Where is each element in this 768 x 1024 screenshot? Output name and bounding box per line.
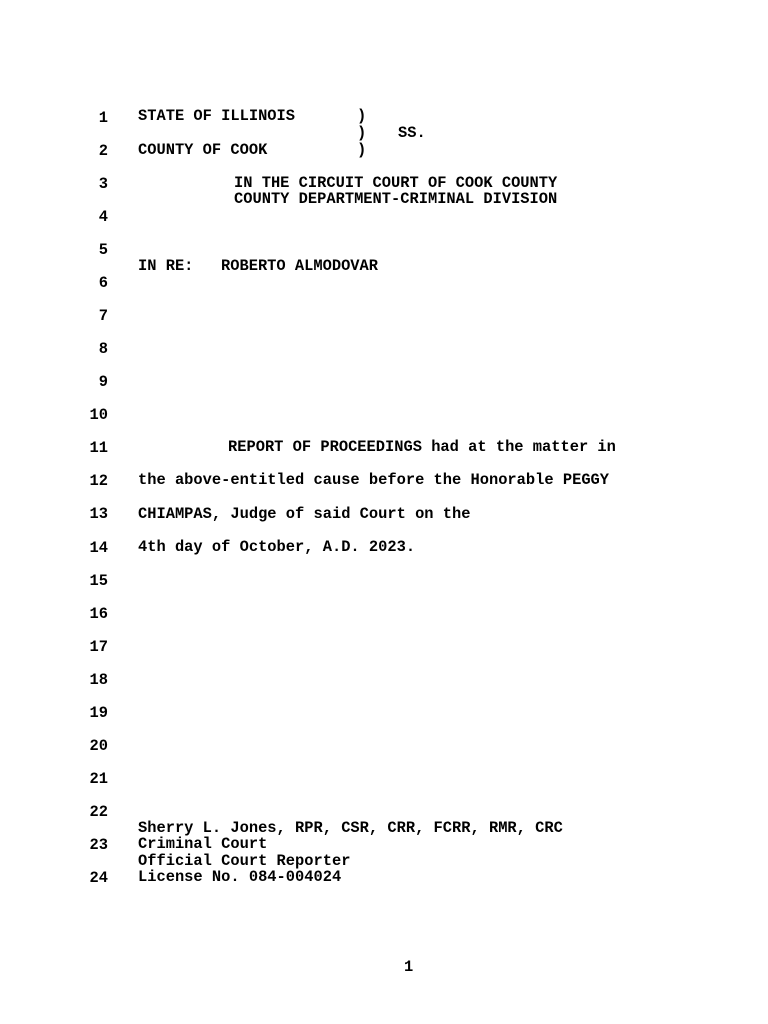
- line-number-13: 13: [89, 505, 108, 523]
- proceedings-line-12: the above-entitled cause before the Honorable PEGGY: [138, 471, 610, 489]
- proceedings-line-13: CHIAMPAS, Judge of said Court on the: [138, 505, 471, 523]
- line-number-21: 21: [89, 770, 108, 788]
- line-number-19: 19: [89, 704, 108, 722]
- line-number-22: 22: [89, 803, 108, 821]
- line-number-11: 11: [89, 439, 108, 457]
- court-heading-line1: IN THE CIRCUIT COURT OF COOK COUNTY: [234, 174, 558, 192]
- line-number-6: 6: [98, 274, 108, 292]
- proceedings-line-11: REPORT OF PROCEEDINGS had at the matter in: [228, 438, 616, 456]
- page-number: 1: [404, 958, 414, 976]
- line-number-20: 20: [89, 737, 108, 755]
- line-number-10: 10: [89, 406, 108, 424]
- line-number-4: 4: [98, 208, 108, 226]
- court-heading-line2: COUNTY DEPARTMENT-CRIMINAL DIVISION: [234, 190, 558, 208]
- proceedings-line-14: 4th day of October, A.D. 2023.: [138, 538, 416, 556]
- line-number-9: 9: [98, 373, 108, 391]
- line-number-24: 24: [89, 869, 108, 887]
- line-number-17: 17: [89, 638, 108, 656]
- caption-paren-2: ): [357, 124, 367, 142]
- reporter-court: Criminal Court: [138, 835, 268, 853]
- reporter-name: Sherry L. Jones, RPR, CSR, CRR, FCRR, RMR, CRC: [138, 819, 563, 837]
- line-number-14: 14: [89, 539, 108, 557]
- case-label: IN RE:: [138, 257, 194, 275]
- line-number-8: 8: [98, 340, 108, 358]
- caption-paren-3: ): [357, 141, 367, 159]
- line-number-15: 15: [89, 572, 108, 590]
- reporter-license: License No. 084-004024: [138, 868, 342, 886]
- line-number-12: 12: [89, 472, 108, 490]
- reporter-title: Official Court Reporter: [138, 852, 351, 870]
- caption-county: COUNTY OF COOK: [138, 141, 268, 159]
- line-number-16: 16: [89, 605, 108, 623]
- case-name: ROBERTO ALMODOVAR: [221, 257, 379, 275]
- caption-state: STATE OF ILLINOIS: [138, 107, 296, 125]
- line-number-5: 5: [98, 241, 108, 259]
- line-number-7: 7: [98, 307, 108, 325]
- line-number-3: 3: [98, 175, 108, 193]
- line-number-18: 18: [89, 671, 108, 689]
- caption-paren-1: ): [357, 107, 367, 125]
- line-number-2: 2: [98, 142, 108, 160]
- caption-ss: SS.: [398, 124, 426, 142]
- line-number-23: 23: [89, 836, 108, 854]
- line-number-1: 1: [98, 109, 108, 127]
